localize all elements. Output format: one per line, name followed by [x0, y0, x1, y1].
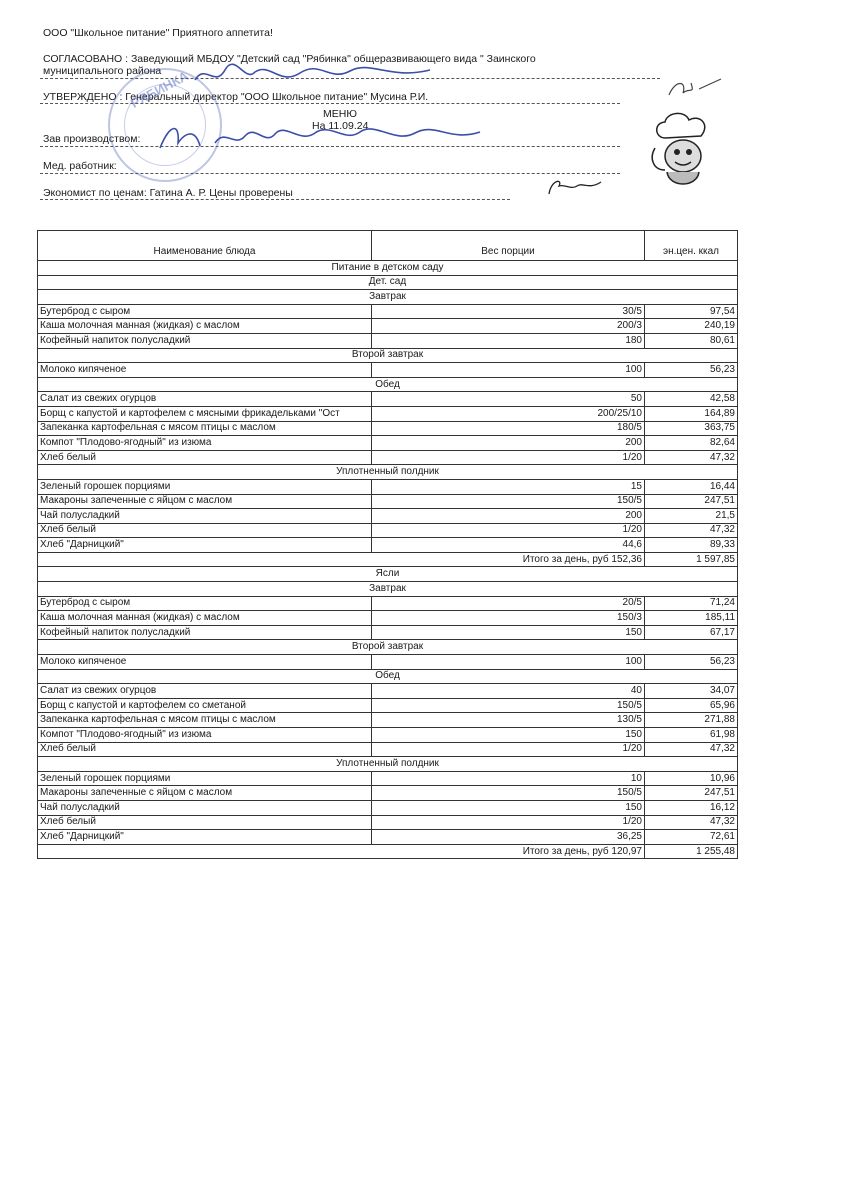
cell-name: Запеканка картофельная с мясом птицы с маслом: [38, 421, 372, 436]
table-row: [38, 421, 738, 436]
table-row: [38, 538, 738, 553]
cell-name: Бутерброд с сыром: [38, 304, 372, 319]
cell-name: Кофейный напиток полусладкий: [38, 625, 372, 640]
cell-kcal: 56,23: [645, 655, 738, 670]
cell-weight: 1/20: [372, 450, 645, 465]
cell-kcal: 164,89: [645, 406, 738, 421]
section-row: [38, 582, 738, 597]
table-row: [38, 479, 738, 494]
cell-weight: 150: [372, 800, 645, 815]
signature-agreed: [190, 58, 440, 90]
cell-weight: 50: [372, 392, 645, 407]
section-row: [38, 290, 738, 305]
cell-weight: 150/5: [372, 786, 645, 801]
section-label: Завтрак: [38, 290, 738, 305]
table-row: [38, 363, 738, 378]
cell-weight: 100: [372, 363, 645, 378]
table-header-row: [38, 231, 738, 261]
cell-kcal: 65,96: [645, 698, 738, 713]
cell-name: Каша молочная манная (жидкая) с маслом: [38, 319, 372, 334]
signature-director: [665, 75, 725, 105]
cell-kcal: 10,96: [645, 771, 738, 786]
table-row: [38, 800, 738, 815]
cell-kcal: 21,5: [645, 509, 738, 524]
cell-name: Молоко кипяченое: [38, 655, 372, 670]
cell-kcal: 42,58: [645, 392, 738, 407]
cell-weight: 20/5: [372, 596, 645, 611]
total-row: [38, 552, 738, 567]
cell-name: Хлеб "Дарницкий": [38, 538, 372, 553]
table-row: [38, 406, 738, 421]
cell-name: Макароны запеченные с яйцом с маслом: [38, 786, 372, 801]
cell-kcal: 16,12: [645, 800, 738, 815]
cell-name: Компот "Плодово-ягодный" из изюма: [38, 728, 372, 743]
cell-kcal: 97,54: [645, 304, 738, 319]
table-row: [38, 655, 738, 670]
signature-production: [150, 118, 510, 158]
cell-weight: 150/3: [372, 611, 645, 626]
table-row: [38, 611, 738, 626]
cell-weight: 180/5: [372, 421, 645, 436]
cell-empty: [38, 844, 372, 859]
cell-weight: 200/25/10: [372, 406, 645, 421]
cell-kcal: 247,51: [645, 786, 738, 801]
cell-weight: 150/5: [372, 698, 645, 713]
cell-weight: 40: [372, 684, 645, 699]
cell-kcal: 71,24: [645, 596, 738, 611]
section-row: [38, 348, 738, 363]
cell-name: Хлеб белый: [38, 450, 372, 465]
cell-weight: 130/5: [372, 713, 645, 728]
cell-weight: 44,6: [372, 538, 645, 553]
cell-weight: 1/20: [372, 815, 645, 830]
menu-date: На 11.09.24: [312, 120, 369, 132]
section-row: [38, 640, 738, 655]
section-label: Ясли: [38, 567, 738, 582]
cell-name: Зеленый горошек порциями: [38, 771, 372, 786]
table-row: [38, 771, 738, 786]
column-header: Вес порции: [372, 231, 645, 261]
cell-weight: 150/5: [372, 494, 645, 509]
section-row: [38, 757, 738, 772]
production-head-label: Зав производством:: [43, 133, 141, 145]
cell-name: Макароны запеченные с яйцом с маслом: [38, 494, 372, 509]
cell-kcal: 47,32: [645, 742, 738, 757]
divider: [40, 173, 620, 174]
cell-weight: 180: [372, 333, 645, 348]
table-row: [38, 742, 738, 757]
cell-kcal: 89,33: [645, 538, 738, 553]
section-label: Завтрак: [38, 582, 738, 597]
cell-weight: 30/5: [372, 304, 645, 319]
cell-name: Борщ с капустой и картофелем с мясными фрикадельками "Ост: [38, 406, 372, 421]
cell-name: Зеленый горошек порциями: [38, 479, 372, 494]
table-row: [38, 319, 738, 334]
cell-kcal: 56,23: [645, 363, 738, 378]
cell-weight: 150: [372, 728, 645, 743]
cell-name: Чай полусладкий: [38, 800, 372, 815]
cell-kcal: 247,51: [645, 494, 738, 509]
agreed-line-2: муниципального района: [43, 65, 162, 77]
total-kcal: 1 597,85: [645, 552, 738, 567]
cell-name: Компот "Плодово-ягодный" из изюма: [38, 436, 372, 451]
cell-kcal: 72,61: [645, 830, 738, 845]
cell-kcal: 185,11: [645, 611, 738, 626]
table-row: [38, 436, 738, 451]
table-row: [38, 698, 738, 713]
table-row: [38, 625, 738, 640]
cell-weight: 15: [372, 479, 645, 494]
section-row: [38, 567, 738, 582]
cell-weight: 150: [372, 625, 645, 640]
cell-empty: [38, 552, 372, 567]
cell-name: Салат из свежих огурцов: [38, 392, 372, 407]
table-row: [38, 333, 738, 348]
table-row: [38, 450, 738, 465]
cell-name: Бутерброд с сыром: [38, 596, 372, 611]
section-label: Уплотненный полдник: [38, 757, 738, 772]
cell-name: Кофейный напиток полусладкий: [38, 333, 372, 348]
section-row: [38, 261, 738, 276]
cell-kcal: 47,32: [645, 450, 738, 465]
section-row: [38, 377, 738, 392]
cell-weight: 1/20: [372, 523, 645, 538]
cell-name: Хлеб белый: [38, 815, 372, 830]
table-row: [38, 596, 738, 611]
cell-weight: 36,25: [372, 830, 645, 845]
table-row: [38, 684, 738, 699]
cell-name: Чай полусладкий: [38, 509, 372, 524]
section-label: Уплотненный полдник: [38, 465, 738, 480]
section-row: [38, 275, 738, 290]
cell-weight: 1/20: [372, 742, 645, 757]
table-row: [38, 815, 738, 830]
cell-kcal: 271,88: [645, 713, 738, 728]
cell-weight: 10: [372, 771, 645, 786]
cell-name: Хлеб белый: [38, 742, 372, 757]
table-row: [38, 392, 738, 407]
column-header: эн.цен. ккал: [645, 231, 738, 261]
cell-kcal: 34,07: [645, 684, 738, 699]
section-label: Обед: [38, 377, 738, 392]
cell-weight: 200/3: [372, 319, 645, 334]
cell-kcal: 47,32: [645, 815, 738, 830]
cell-name: Молоко кипяченое: [38, 363, 372, 378]
table-row: [38, 523, 738, 538]
cell-kcal: 240,19: [645, 319, 738, 334]
cell-kcal: 16,44: [645, 479, 738, 494]
menu-title: МЕНЮ: [323, 108, 357, 120]
table-row: [38, 728, 738, 743]
cell-kcal: 67,17: [645, 625, 738, 640]
signature-economist: [545, 176, 605, 200]
cell-weight: 100: [372, 655, 645, 670]
stamp-lettering: РЯБИНКА: [128, 68, 191, 111]
cell-kcal: 82,64: [645, 436, 738, 451]
total-label: Итого за день, руб 152,36: [372, 552, 645, 567]
section-label: Второй завтрак: [38, 348, 738, 363]
chef-mascot-icon: [645, 108, 720, 193]
cell-weight: 200: [372, 509, 645, 524]
section-label: Обед: [38, 669, 738, 684]
divider: [40, 199, 510, 200]
medic-label: Мед. работник:: [43, 160, 117, 172]
agreed-line: СОГЛАСОВАНО : Заведующий МБДОУ "Детский сад "Рябинка" общеразвивающего вида " Заинского: [43, 53, 536, 65]
section-label: Питание в детском саду: [38, 261, 738, 276]
cell-name: Хлеб белый: [38, 523, 372, 538]
cell-name: Каша молочная манная (жидкая) с маслом: [38, 611, 372, 626]
column-header: Наименование блюда: [38, 231, 372, 261]
cell-name: Борщ с капустой и картофелем со сметаной: [38, 698, 372, 713]
cell-kcal: 61,98: [645, 728, 738, 743]
table-row: [38, 509, 738, 524]
section-label: Второй завтрак: [38, 640, 738, 655]
table-row: [38, 830, 738, 845]
company-line: ООО "Школьное питание" Приятного аппетита!: [43, 27, 273, 39]
cell-name: Салат из свежих огурцов: [38, 684, 372, 699]
cell-kcal: 363,75: [645, 421, 738, 436]
section-label: Дет. сад: [38, 275, 738, 290]
table-row: [38, 713, 738, 728]
menu-table: [37, 230, 738, 859]
cell-kcal: 80,61: [645, 333, 738, 348]
table-row: [38, 304, 738, 319]
cell-weight: 200: [372, 436, 645, 451]
economist-line: Экономист по ценам: Гатина А. Р. Цены проверены: [43, 187, 293, 199]
section-row: [38, 465, 738, 480]
total-row: [38, 844, 738, 859]
cell-name: Хлеб "Дарницкий": [38, 830, 372, 845]
total-label: Итого за день, руб 120,97: [372, 844, 645, 859]
approved-line: УТВЕРЖДЕНО : Генеральный директор "ООО Школьное питание" Мусина Р.И.: [43, 91, 429, 103]
total-kcal: 1 255,48: [645, 844, 738, 859]
cell-kcal: 47,32: [645, 523, 738, 538]
table-row: [38, 494, 738, 509]
cell-name: Запеканка картофельная с мясом птицы с маслом: [38, 713, 372, 728]
section-row: [38, 669, 738, 684]
table-row: [38, 786, 738, 801]
